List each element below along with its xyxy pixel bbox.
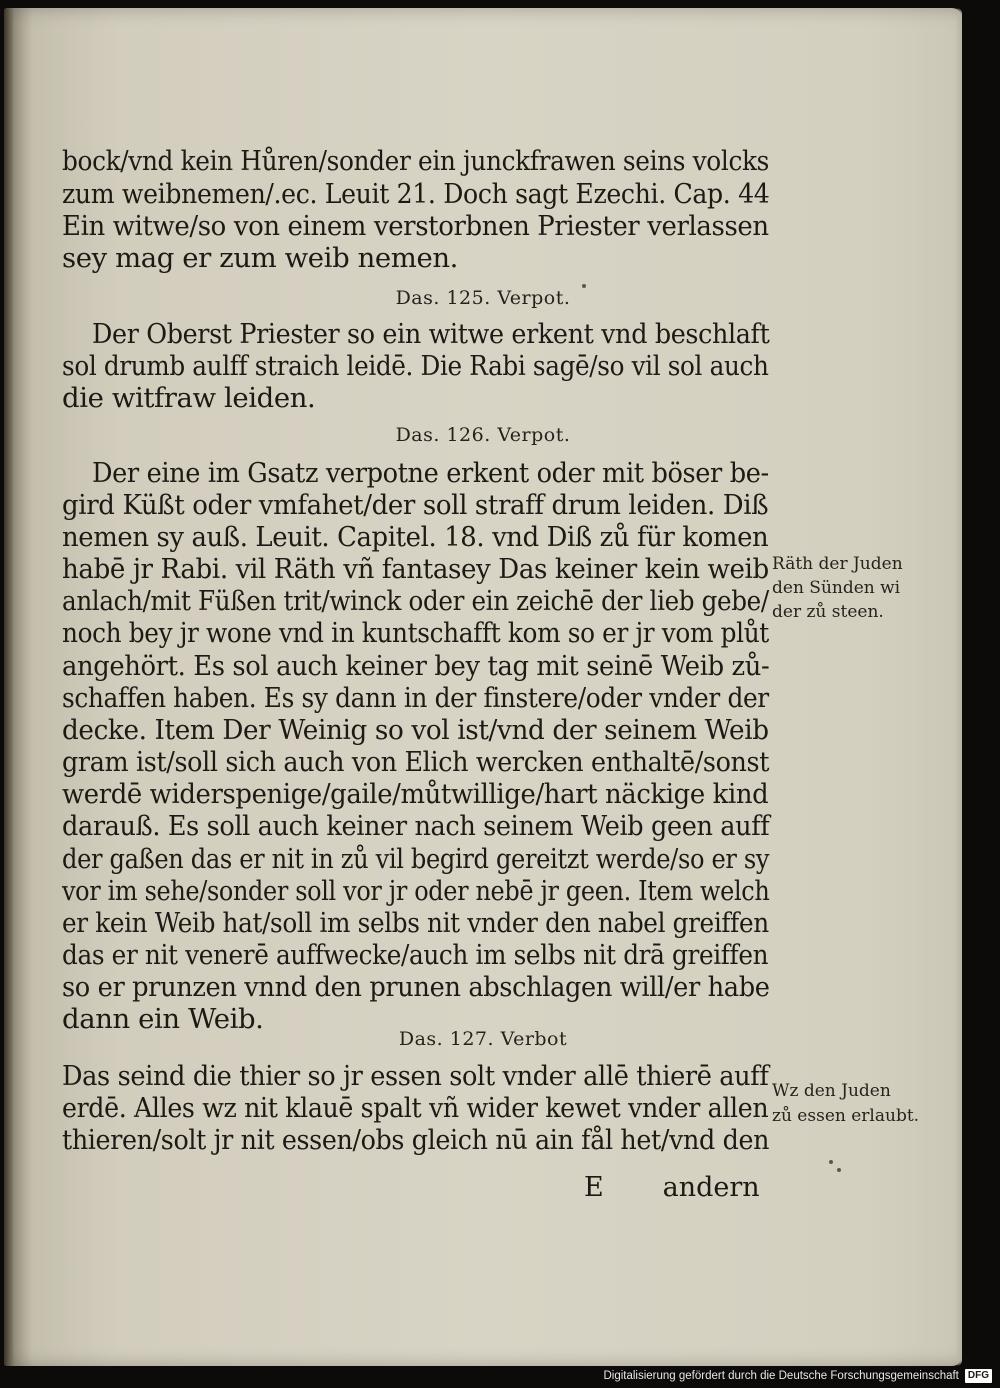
- margin-note: zů essen erlaubt.: [772, 1106, 920, 1126]
- text-line: so er prunzen vnnd den prunen abschlagen will/er habe: [62, 971, 770, 1003]
- signature-mark: E: [584, 1172, 604, 1203]
- text-line: darauß. Es soll auch keiner nach seinem Weib geen auff: [62, 810, 770, 842]
- text-line: gird Küßt oder vmfahet/der soll straff drum leiden. Diß: [62, 489, 769, 521]
- section-heading: Das. 125. Verpot.: [395, 287, 571, 309]
- book-spine-shadow: [4, 8, 14, 1366]
- text-line: das er nit venerē auffwecke/auch im selbs nit drā greiffen: [62, 939, 769, 971]
- text-line: nemen sy auß. Leuit. Capitel. 18. vnd Diß zů für komen: [62, 521, 769, 553]
- margin-note: der zů steen.: [772, 602, 884, 622]
- text-line: werdē widerspenige/gaile/můtwillige/hart näckige kind: [62, 778, 769, 810]
- text-line: Ein witwe/so von einem verstorbnen Priester verlassen: [62, 210, 769, 242]
- text-line: zum weibnemen/.ec. Leuit 21. Doch sagt Ezechi. Cap. 44: [62, 178, 770, 210]
- text-line: Das seind die thier so jr essen solt vnder allē thierē auff: [62, 1060, 769, 1092]
- text-line: noch bey jr wone vnd in kuntschafft kom so er jr vom plůt: [62, 617, 769, 649]
- margin-note: Wz den Juden: [772, 1081, 891, 1101]
- text-line: Der Oberst Priester so ein witwe erkent vnd beschlaft: [92, 318, 770, 350]
- text-line: anlach/mit Füßen trit/winck oder ein zeichē der lieb gebe/: [62, 585, 769, 617]
- ink-speck: [837, 1168, 841, 1172]
- text-line: erdē. Alles wz nit klauē spalt vñ wider kewet vnder allen: [62, 1092, 769, 1124]
- catchword-line: [584, 1174, 760, 1201]
- text-line: gram ist/soll sich auch von Elich wercken enthaltē/sonst: [62, 746, 770, 778]
- text-line: vor im sehe/sonder soll vor jr oder nebē jr geen. Item welch: [62, 875, 770, 907]
- ink-speck: [829, 1160, 833, 1164]
- text-line: habē jr Rabi. vil Räth vñ fantasey Das keiner kein weib: [62, 553, 769, 585]
- text-line: angehört. Es sol auch keiner bey tag mit seinē Weib zů-: [62, 650, 770, 682]
- section-heading: Das. 126. Verpot.: [395, 424, 571, 446]
- funding-notice: Digitalisierung gefördert durch die Deutsche Forschungsgemeinschaft: [603, 1370, 959, 1382]
- page-edge: [956, 8, 962, 1366]
- section-heading: Das. 127. Verbot: [398, 1028, 568, 1050]
- footer-credit: [603, 1367, 992, 1385]
- text-line: er kein Weib hat/soll im selbs nit vnder den nabel greiffen: [62, 907, 769, 939]
- margin-note: Räth der Juden: [772, 554, 903, 574]
- margin-note: den Sünden wi: [772, 578, 901, 598]
- text-line: thieren/solt jr nit essen/obs gleich nū ain fål het/vnd den: [62, 1124, 770, 1156]
- text-line: dann ein Weib.: [62, 1003, 264, 1035]
- text-line: bock/vnd kein Hůren/sonder ein junckfrawen seins volcks: [62, 145, 770, 177]
- ink-speck: [582, 284, 586, 288]
- text-line: sey mag er zum weib nemen.: [62, 242, 459, 274]
- catchword: andern: [662, 1172, 760, 1203]
- text-line: die witfraw leiden.: [62, 382, 316, 414]
- text-line: sol drumb aulff straich leidē. Die Rabi sagē/so vil sol auch: [62, 350, 769, 382]
- text-line: Der eine im Gsatz verpotne erkent oder mit böser be-: [92, 457, 769, 489]
- text-line: schaffen haben. Es sy dann in der finstere/oder vnder der: [62, 682, 769, 714]
- book-page: [4, 8, 962, 1366]
- text-line: der gaßen das er nit in zů vil begird gereitzt werde/so er sy: [62, 843, 770, 875]
- text-line: decke. Item Der Weinig so vol ist/vnd der seinem Weib: [62, 714, 769, 746]
- dfg-logo: DFG: [965, 1369, 992, 1383]
